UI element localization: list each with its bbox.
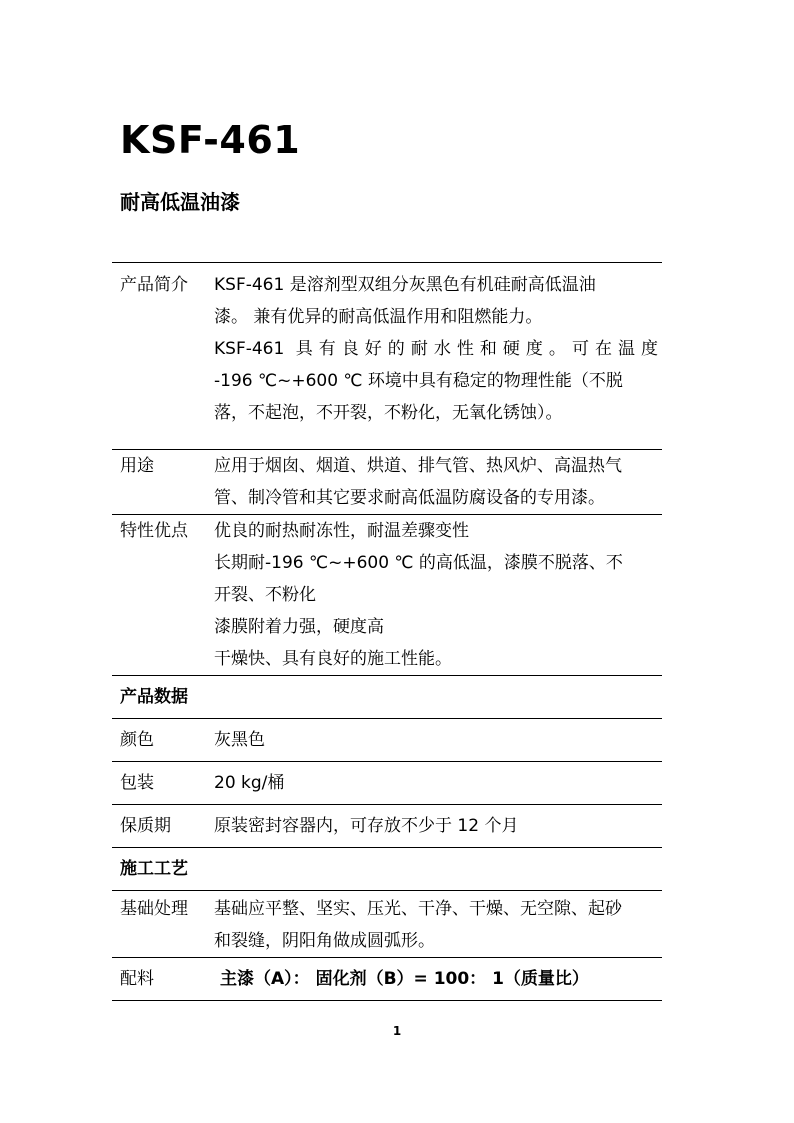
intro-line: -196 ℃~+600 ℃ 环境中具有稳定的物理性能（不脱 (214, 371, 623, 391)
row-process-header (112, 848, 662, 891)
spec-table (112, 262, 662, 1001)
base-treatment-line: 基础应平整、坚实、压光、干净、干燥、无空隙、起砂 (214, 899, 622, 919)
base-treatment-line: 和裂缝，阴阳角做成圆弧形。 (214, 931, 435, 951)
base-treatment-label: 基础处理 (112, 891, 214, 958)
row-base-treatment (112, 891, 662, 958)
features-line: 长期耐-196 ℃~+600 ℃ 的高低温，漆膜不脱落、不 (214, 553, 623, 573)
color-value: 灰黑色 (214, 719, 662, 762)
features-value (214, 515, 662, 676)
packaging-value: 20 kg/桶 (214, 762, 662, 805)
shelf-life-label: 保质期 (112, 805, 214, 848)
row-usage (112, 450, 662, 515)
usage-line: 应用于烟囱、烟道、烘道、排气管、热风炉、高温热气 (214, 456, 622, 476)
color-label: 颜色 (112, 719, 214, 762)
row-packaging (112, 762, 662, 805)
document-title: KSF-461 (120, 118, 301, 162)
intro-line: 漆。 兼有优异的耐高低温作用和阻燃能力。 (214, 307, 543, 327)
base-treatment-value (214, 891, 662, 958)
intro-line: KSF-461 是溶剂型双组分灰黑色有机硅耐高低温油 (214, 275, 596, 295)
product-data-heading: 产品数据 (112, 676, 662, 719)
usage-value (214, 450, 662, 515)
intro-value (214, 263, 662, 450)
usage-label: 用途 (112, 450, 214, 515)
intro-line: 落，不起泡，不开裂，不粉化，无氧化锈蚀）。 (214, 403, 563, 423)
features-line: 开裂、不粉化 (214, 585, 316, 605)
features-label: 特性优点 (112, 515, 214, 676)
mixing-value: 主漆（A）： 固化剂（B）= 100： 1（质量比） (214, 958, 662, 1001)
intro-line: KSF-461 具有良好的耐水性和硬度。可在温度 (214, 339, 658, 359)
shelf-life-value: 原装密封容器内，可存放不少于 12 个月 (214, 805, 662, 848)
mixing-label: 配料 (112, 958, 214, 1001)
features-line: 干燥快、具有良好的施工性能。 (214, 649, 452, 669)
packaging-label: 包装 (112, 762, 214, 805)
features-line: 漆膜附着力强，硬度高 (214, 617, 384, 637)
page-number: 1 (392, 1024, 402, 1038)
row-product-data-header (112, 676, 662, 719)
row-color (112, 719, 662, 762)
row-shelf-life (112, 805, 662, 848)
document-subtitle: 耐高低温油漆 (120, 190, 240, 214)
intro-label: 产品简介 (112, 263, 214, 450)
row-intro (112, 263, 662, 450)
usage-line: 管、制冷管和其它要求耐高低温防腐设备的专用漆。 (214, 488, 605, 508)
row-features (112, 515, 662, 676)
process-heading: 施工工艺 (112, 848, 662, 891)
row-mixing (112, 958, 662, 1001)
features-line: 优良的耐热耐冻性，耐温差骤变性 (214, 521, 469, 541)
